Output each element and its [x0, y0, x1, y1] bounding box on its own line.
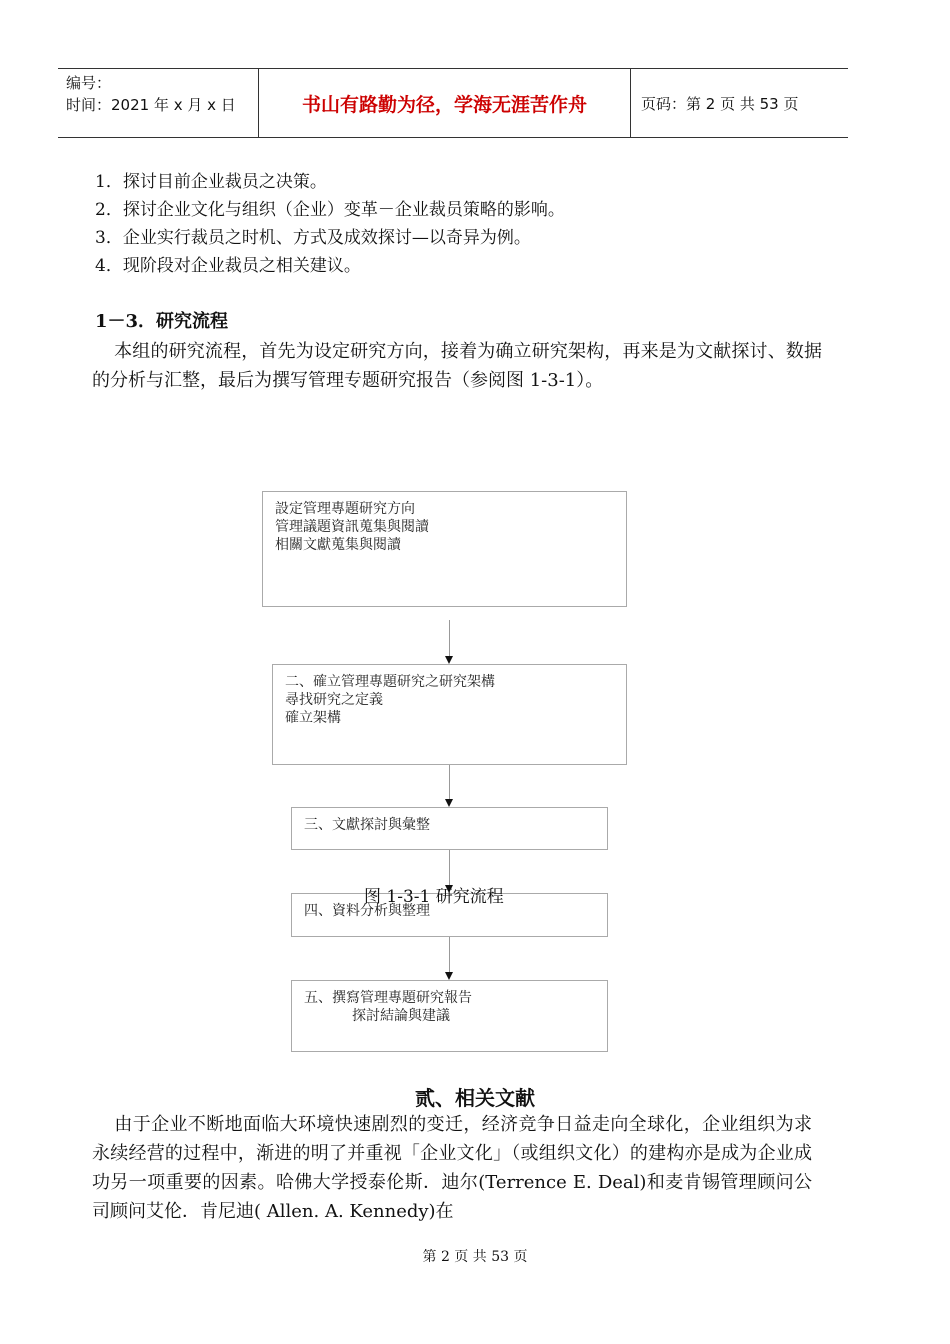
- paragraph-research-process: [92, 337, 822, 395]
- flow-connector: [449, 765, 450, 799]
- flow-step-line: 尋找研究之定義: [285, 692, 383, 708]
- flow-step-line: 四、資料分析與整理: [304, 903, 430, 919]
- flow-step-line: 相關文獻蒐集與閱讀: [275, 537, 401, 553]
- flow-connector: [449, 620, 450, 656]
- flow-step-2: [272, 664, 627, 765]
- section-heading-2: 贰、相关文献: [415, 1086, 535, 1110]
- header-number: 编号：: [66, 74, 112, 92]
- flow-step-5: [291, 980, 608, 1052]
- flow-step-line: 設定管理專題研究方向: [275, 501, 415, 517]
- flow-step-line: 探討結論與建議: [352, 1008, 450, 1024]
- goal-item: 4．现阶段对企业裁员之相关建议。: [95, 256, 361, 276]
- arrow-down-icon: [445, 972, 453, 980]
- flow-step-line: 二、確立管理專題研究之研究架構: [285, 674, 495, 690]
- header-meta: [58, 69, 258, 137]
- header-time: 时间：2021 年 x 月 x 日: [66, 96, 236, 114]
- arrow-down-icon: [445, 799, 453, 807]
- flow-connector: [449, 937, 450, 972]
- flow-connector: [449, 850, 450, 885]
- goal-list: [95, 168, 855, 280]
- flow-step-line: 管理議題資訊蒐集與閱讀: [275, 519, 429, 535]
- flow-step-1: [262, 491, 627, 607]
- figure-caption: 图 1-3-1 研究流程: [364, 887, 504, 907]
- header-slogan: 书山有路勤为径，学海无涯苦作舟: [258, 69, 631, 137]
- arrow-down-icon: [445, 656, 453, 664]
- section-heading-1-3: 1－3．研究流程: [95, 311, 229, 332]
- header-page-number: 页码：第 2 页 共 53 页: [641, 94, 799, 113]
- flow-step-line: 三、文獻探討與彙整: [304, 817, 430, 833]
- goal-item: 3．企业实行裁员之时机、方式及成效探讨—以奇异为例。: [95, 228, 531, 248]
- flow-step-line: 確立架構: [285, 710, 341, 726]
- flow-step-3: [291, 807, 608, 850]
- paragraph-text: 本组的研究流程，首先为设定研究方向，接着为确立研究架构，再来是为文献探讨、数据的分析与汇整，最后为撰写管理专题研究报告（参阅图 1-3-1）。: [92, 341, 822, 391]
- flow-step-line: 五、撰寫管理專題研究報告: [304, 990, 472, 1006]
- page-header: [58, 68, 848, 138]
- paragraph-literature: [92, 1110, 812, 1226]
- goal-item: 1．探讨目前企业裁员之决策。: [95, 172, 327, 192]
- paragraph-text: 由于企业不断地面临大环境快速剧烈的变迁，经济竞争日益走向全球化，企业组织为求永续经营的过程中，渐进的明了并重视「企业文化」（或组织文化）的建构亦是成为企业成功另一项重要的因素。哈佛大学授泰伦斯．迪尔(Terrence E. Deal)和麦肯锡管理顾问公司顾问艾伦．肯尼迪( Allen. A. Kennedy)在: [92, 1114, 812, 1222]
- goal-item: 2．探讨企业文化与组织（企业）变革－企业裁员策略的影响。: [95, 200, 565, 220]
- page-footer: 第 2 页 共 53 页: [422, 1249, 528, 1265]
